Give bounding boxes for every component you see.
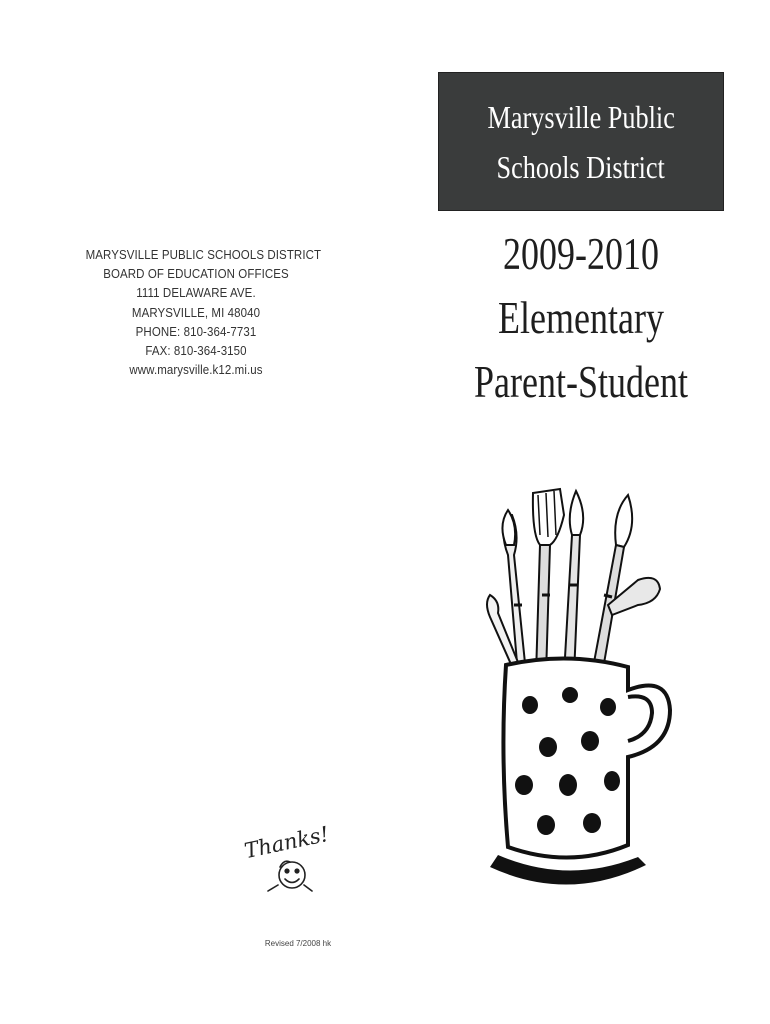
- district-address-block: [85, 246, 322, 380]
- revised-note: Revised 7/2008 hk: [264, 939, 332, 948]
- header-line-2: Schools District: [496, 148, 666, 185]
- address-line-phone: PHONE: 810-364-7731: [135, 324, 257, 339]
- address-line-website: www.marysville.k12.mi.us: [129, 363, 263, 378]
- title-line-audience: Parent-Student: [474, 357, 688, 407]
- thanks-doodle-icon: [240, 815, 331, 897]
- header-line-1: Marysville Public: [487, 98, 675, 135]
- address-line-fax: FAX: 810-364-3150: [145, 344, 247, 359]
- paintbrush-jar-icon: [478, 485, 668, 905]
- address-line-city: MARYSVILLE, MI 48040: [131, 305, 261, 320]
- thanks-text: Thanks!: [242, 821, 331, 864]
- address-line-district: MARYSVILLE PUBLIC SCHOOLS DISTRICT: [85, 248, 322, 262]
- address-line-board: BOARD OF EDUCATION OFFICES: [103, 267, 289, 282]
- address-line-street: 1111 DELAWARE AVE.: [136, 286, 256, 301]
- title-line-year: 2009-2010: [503, 229, 659, 279]
- title-line-level: Elementary: [498, 293, 664, 343]
- handbook-title: [438, 222, 724, 414]
- district-header-box: [438, 72, 724, 211]
